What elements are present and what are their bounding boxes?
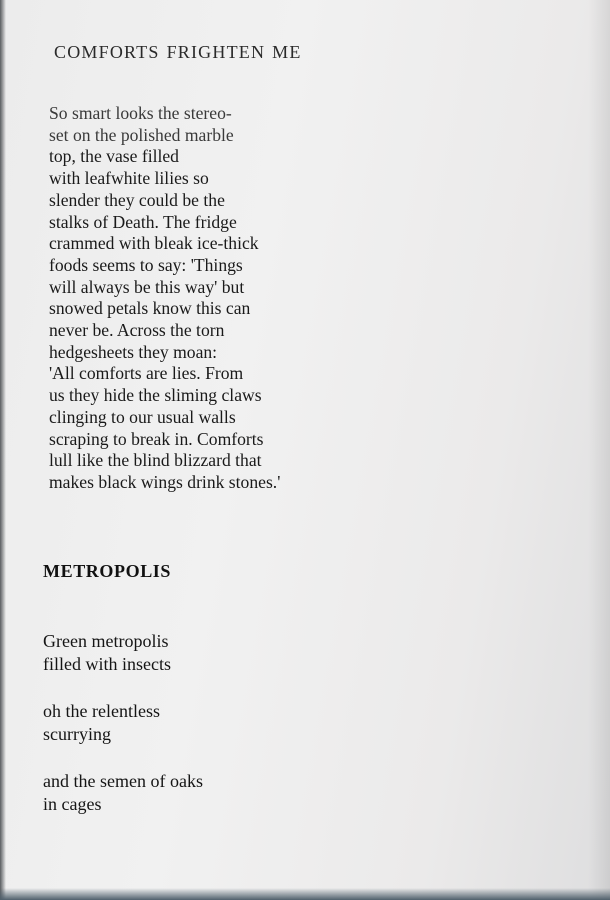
poem-line: and the semen of oaks [43,771,203,791]
poem-line: crammed with bleak ice-thick [49,233,259,254]
page-right-shadow [588,0,610,900]
poem-line: never be. Across the torn [49,320,225,341]
title-word: ME [272,42,302,62]
poem-line: lull like the blind blizzard that [49,450,262,471]
page-bottom-shadow [0,888,610,900]
poem-line: in cages [43,794,102,814]
poem-line: slender they could be the [49,189,225,210]
poem-line: us they hide the sliming claws [49,385,262,406]
poem-line: set on the polished marble [49,124,234,145]
poem-stanza [43,770,203,816]
poem-stanza [43,630,203,676]
poem-body-metropolis [43,630,203,840]
poem-line: So smart looks the stereo- [49,103,232,123]
page-left-shadow [0,0,6,900]
poem-line: stalks of Death. The fridge [49,211,237,232]
poem-line: makes black wings drink stones.' [49,471,281,492]
poem-line: snowed petals know this can [49,298,251,319]
title-word: COMFORTS [54,42,160,62]
poem-line: 'All comforts are lies. From [49,363,244,384]
poem-body-comforts-frighten-me [49,103,280,494]
poem-line: scraping to break in. Comforts [49,428,264,449]
poem-line: clinging to our usual walls [49,406,236,427]
title-word: FRIGHTEN [166,42,266,62]
poem-line: top, the vase filled [49,146,179,167]
poem-stanza [43,700,203,746]
poem-line: oh the relentless [43,701,160,721]
poem-line: scurrying [43,724,111,744]
poem-line: filled with insects [43,654,171,674]
poem-line: hedgesheets they moan: [49,341,218,362]
poem-line: Green metropolis [43,631,169,651]
poem-line: will always be this way' but [49,276,245,297]
poem-title-metropolis: METROPOLIS [43,561,172,581]
poem-line: foods seems to say: 'Things [49,254,243,275]
poem-title-comforts-frighten-me [54,42,302,63]
poem-line: with leafwhite lilies so [49,168,209,189]
